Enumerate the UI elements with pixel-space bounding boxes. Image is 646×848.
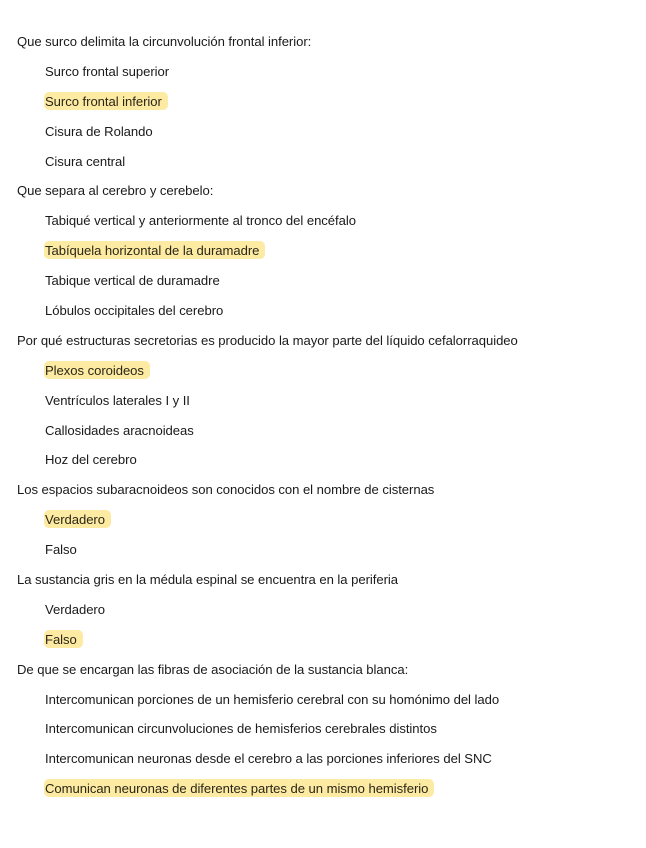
- answer-option: [0, 714, 646, 744]
- answer-option: [0, 57, 646, 87]
- answer-option: [0, 147, 646, 177]
- option-text: Hoz del cerebro: [45, 452, 137, 468]
- question-2: [0, 176, 646, 206]
- option-text: Intercomunican neuronas desde el cerebro a las porciones inferiores del SNC: [45, 751, 492, 767]
- answer-option: [0, 744, 646, 774]
- answer-option: [0, 535, 646, 565]
- question-text: De que se encargan las fibras de asociación de la sustancia blanca:: [17, 661, 409, 677]
- answer-option: [0, 117, 646, 147]
- option-text: Intercomunican porciones de un hemisferio cerebral con su homónimo del lado: [45, 691, 500, 707]
- question-text: Que surco delimita la circunvolución frontal inferior:: [17, 34, 312, 49]
- option-text: Lóbulos occipitales del cerebro: [45, 303, 224, 319]
- question-3: [0, 326, 646, 356]
- answer-option: [0, 296, 646, 326]
- answer-option: [0, 685, 646, 715]
- answer-option: [0, 595, 646, 625]
- answer-option: [0, 206, 646, 236]
- answer-option-highlighted: [0, 774, 646, 804]
- question-text: La sustancia gris en la médula espinal se encuentra en la periferia: [17, 572, 398, 588]
- option-text-highlighted: Plexos coroideos: [44, 361, 150, 379]
- option-text: Verdadero: [45, 601, 105, 617]
- option-text-highlighted: Surco frontal inferior: [44, 92, 168, 110]
- answer-option-highlighted: [0, 625, 646, 655]
- question-6: [0, 655, 646, 685]
- option-text-highlighted: Falso: [44, 630, 83, 648]
- option-text: Cisura de Rolando: [45, 123, 153, 139]
- answer-option-highlighted: [0, 356, 646, 386]
- answer-option: [0, 386, 646, 416]
- option-text: Cisura central: [45, 153, 126, 169]
- question-1: [0, 27, 646, 57]
- answer-option: [0, 266, 646, 296]
- option-text: Surco frontal superior: [45, 63, 170, 79]
- question-4: [0, 475, 646, 505]
- option-text: Callosidades aracnoideas: [45, 422, 194, 438]
- question-5: [0, 565, 646, 595]
- answer-option: [0, 445, 646, 475]
- option-text: Tabiqué vertical y anteriormente al tronco del encéfalo: [45, 213, 356, 229]
- answer-option-highlighted: [0, 236, 646, 266]
- option-text-highlighted: Comunican neuronas de diferentes partes de un mismo hemisferio: [44, 779, 434, 797]
- answer-option: [0, 416, 646, 446]
- answer-option-highlighted: [0, 505, 646, 535]
- question-text: Que separa al cerebro y cerebelo:: [17, 183, 214, 199]
- option-text: Tabique vertical de duramadre: [45, 273, 220, 289]
- question-text: Por qué estructuras secretorias es producido la mayor parte del líquido cefalorraquideo: [17, 332, 518, 348]
- option-text-highlighted: Tabíquela horizontal de la duramadre: [44, 241, 265, 259]
- answer-option-highlighted: [0, 87, 646, 117]
- option-text: Intercomunican circunvoluciones de hemisferios cerebrales distintos: [45, 721, 437, 737]
- option-text: Ventrículos laterales I y II: [45, 392, 190, 408]
- option-text: Falso: [45, 542, 77, 558]
- question-text: Los espacios subaracnoideos son conocidos con el nombre de cisternas: [17, 482, 435, 498]
- option-text-highlighted: Verdadero: [44, 510, 111, 528]
